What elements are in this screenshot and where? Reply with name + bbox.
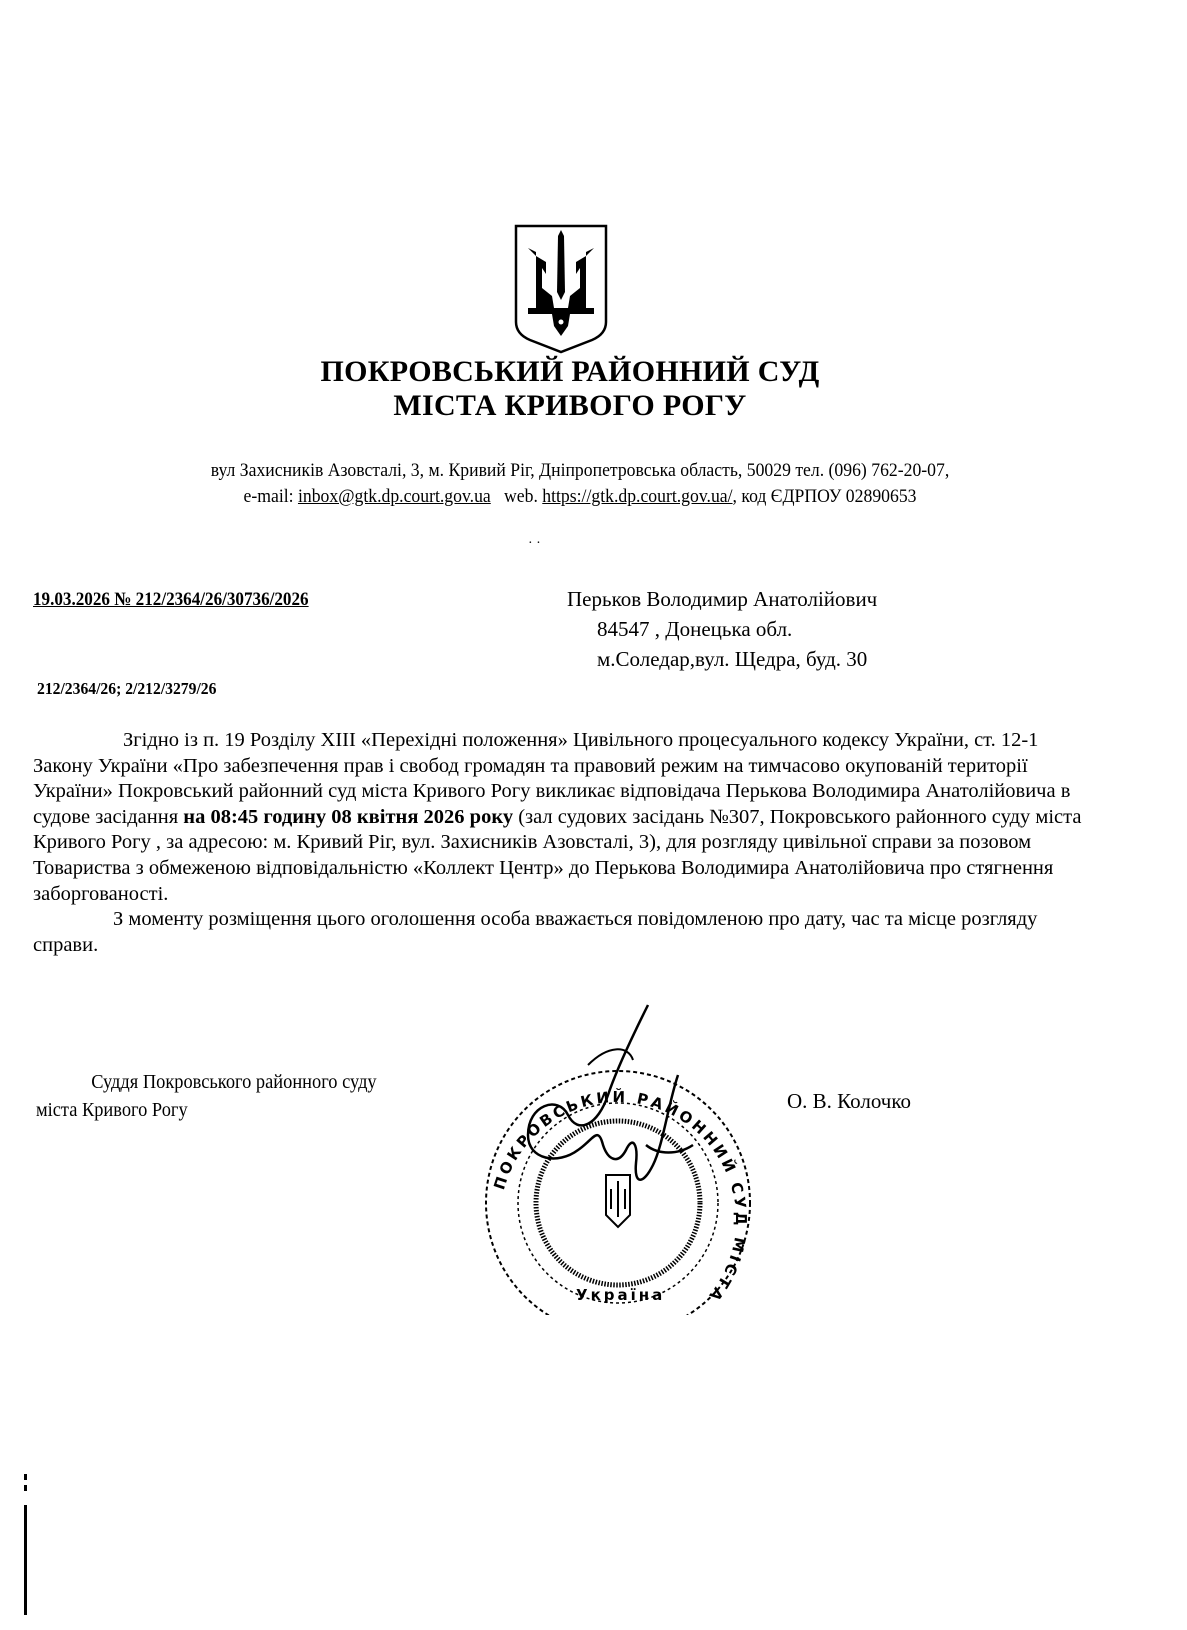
outgoing-date-number: 19.03.2026 № 212/2364/26/30736/2026 [33, 589, 309, 610]
notice-paragraph-2: З моменту розміщення цього оголошення особа вважається повідомленою про дату, час та місце розгляду справи. [33, 908, 1038, 956]
judge-title-line1: Суддя Покровського районного суду [91, 1071, 377, 1093]
court-name-line2: МІСТА КРИВОГО РОГУ [393, 389, 747, 422]
coat-of-arms-icon [512, 222, 610, 354]
email-link[interactable]: inbox@gtk.dp.court.gov.ua [297, 486, 491, 507]
notice-paragraph-1 [33, 728, 1103, 907]
notice-text: Згідно із п. 19 Розділу XIII «Перехідні положення» Цивільного процесуального кодексу України, ст. 12-1 Закону України «Про забезпечення прав і свобод громадян та правовий режим на тимчасово окупованій території України» Покровський районний суд міста Кривого Рогу викликає відповідача Перькова Володимира Анатолійовича в судове засідання [33, 729, 1071, 828]
notice-body [33, 728, 1103, 958]
scan-artifact: · · [528, 536, 541, 551]
recipient-name: Перьков Володимир Анатолійович [567, 587, 878, 611]
court-name-line1: ПОКРОВСЬКИЙ РАЙОННИЙ СУД [320, 355, 820, 388]
email-label: e-mail: [243, 486, 298, 507]
recipient-postal: 84547 , Донецька обл. [597, 617, 793, 641]
web-label: web. [504, 486, 543, 507]
case-numbers: 212/2364/26; 2/212/3279/26 [37, 679, 217, 698]
edrpou-code: , код ЄДРПОУ 02890653 [732, 486, 917, 507]
court-seal-icon [468, 985, 768, 1315]
court-address: вул Захисників Азовсталі, 3, м. Кривий Ріг, Дніпропетровська область, 50029 тел. (096) 762-20-07, [210, 460, 950, 481]
web-link[interactable]: https://gtk.dp.court.gov.ua/ [542, 486, 733, 507]
scan-edge-mark [24, 1505, 27, 1615]
recipient-address: м.Соледар,вул. Щедра, буд. 30 [597, 647, 868, 671]
scan-edge-mark [24, 1474, 27, 1480]
judge-name: О. В. Колочко [787, 1089, 911, 1113]
hearing-datetime: на 08:45 годину 08 квітня 2026 року [183, 805, 514, 828]
notice-text-continued: (зал судових засідань №307, Покровського районного суду міста Кривого Рогу , за адресою: м. Кривий Ріг, вул. Захисників Азовсталі, 3), для розгляду цивільної справи за позовом Товариства з обмеженою відповідальністю «Коллект Центр» до Перькова Володимира Анатолійовича про стягнення заборгованості. [33, 805, 1082, 905]
scan-edge-mark [24, 1485, 27, 1491]
judge-title-line2: міста Кривого Рогу [36, 1099, 188, 1121]
judge-title [36, 1068, 377, 1124]
court-contacts [78, 484, 1082, 510]
svg-text:ПОКРОВСЬКИЙ РАЙОННИЙ СУД МІСТА: ПОКРОВСЬКИЙ РАЙОННИЙ СУД МІСТА [490, 1087, 751, 1307]
svg-text:Україна: Україна [576, 1286, 666, 1304]
